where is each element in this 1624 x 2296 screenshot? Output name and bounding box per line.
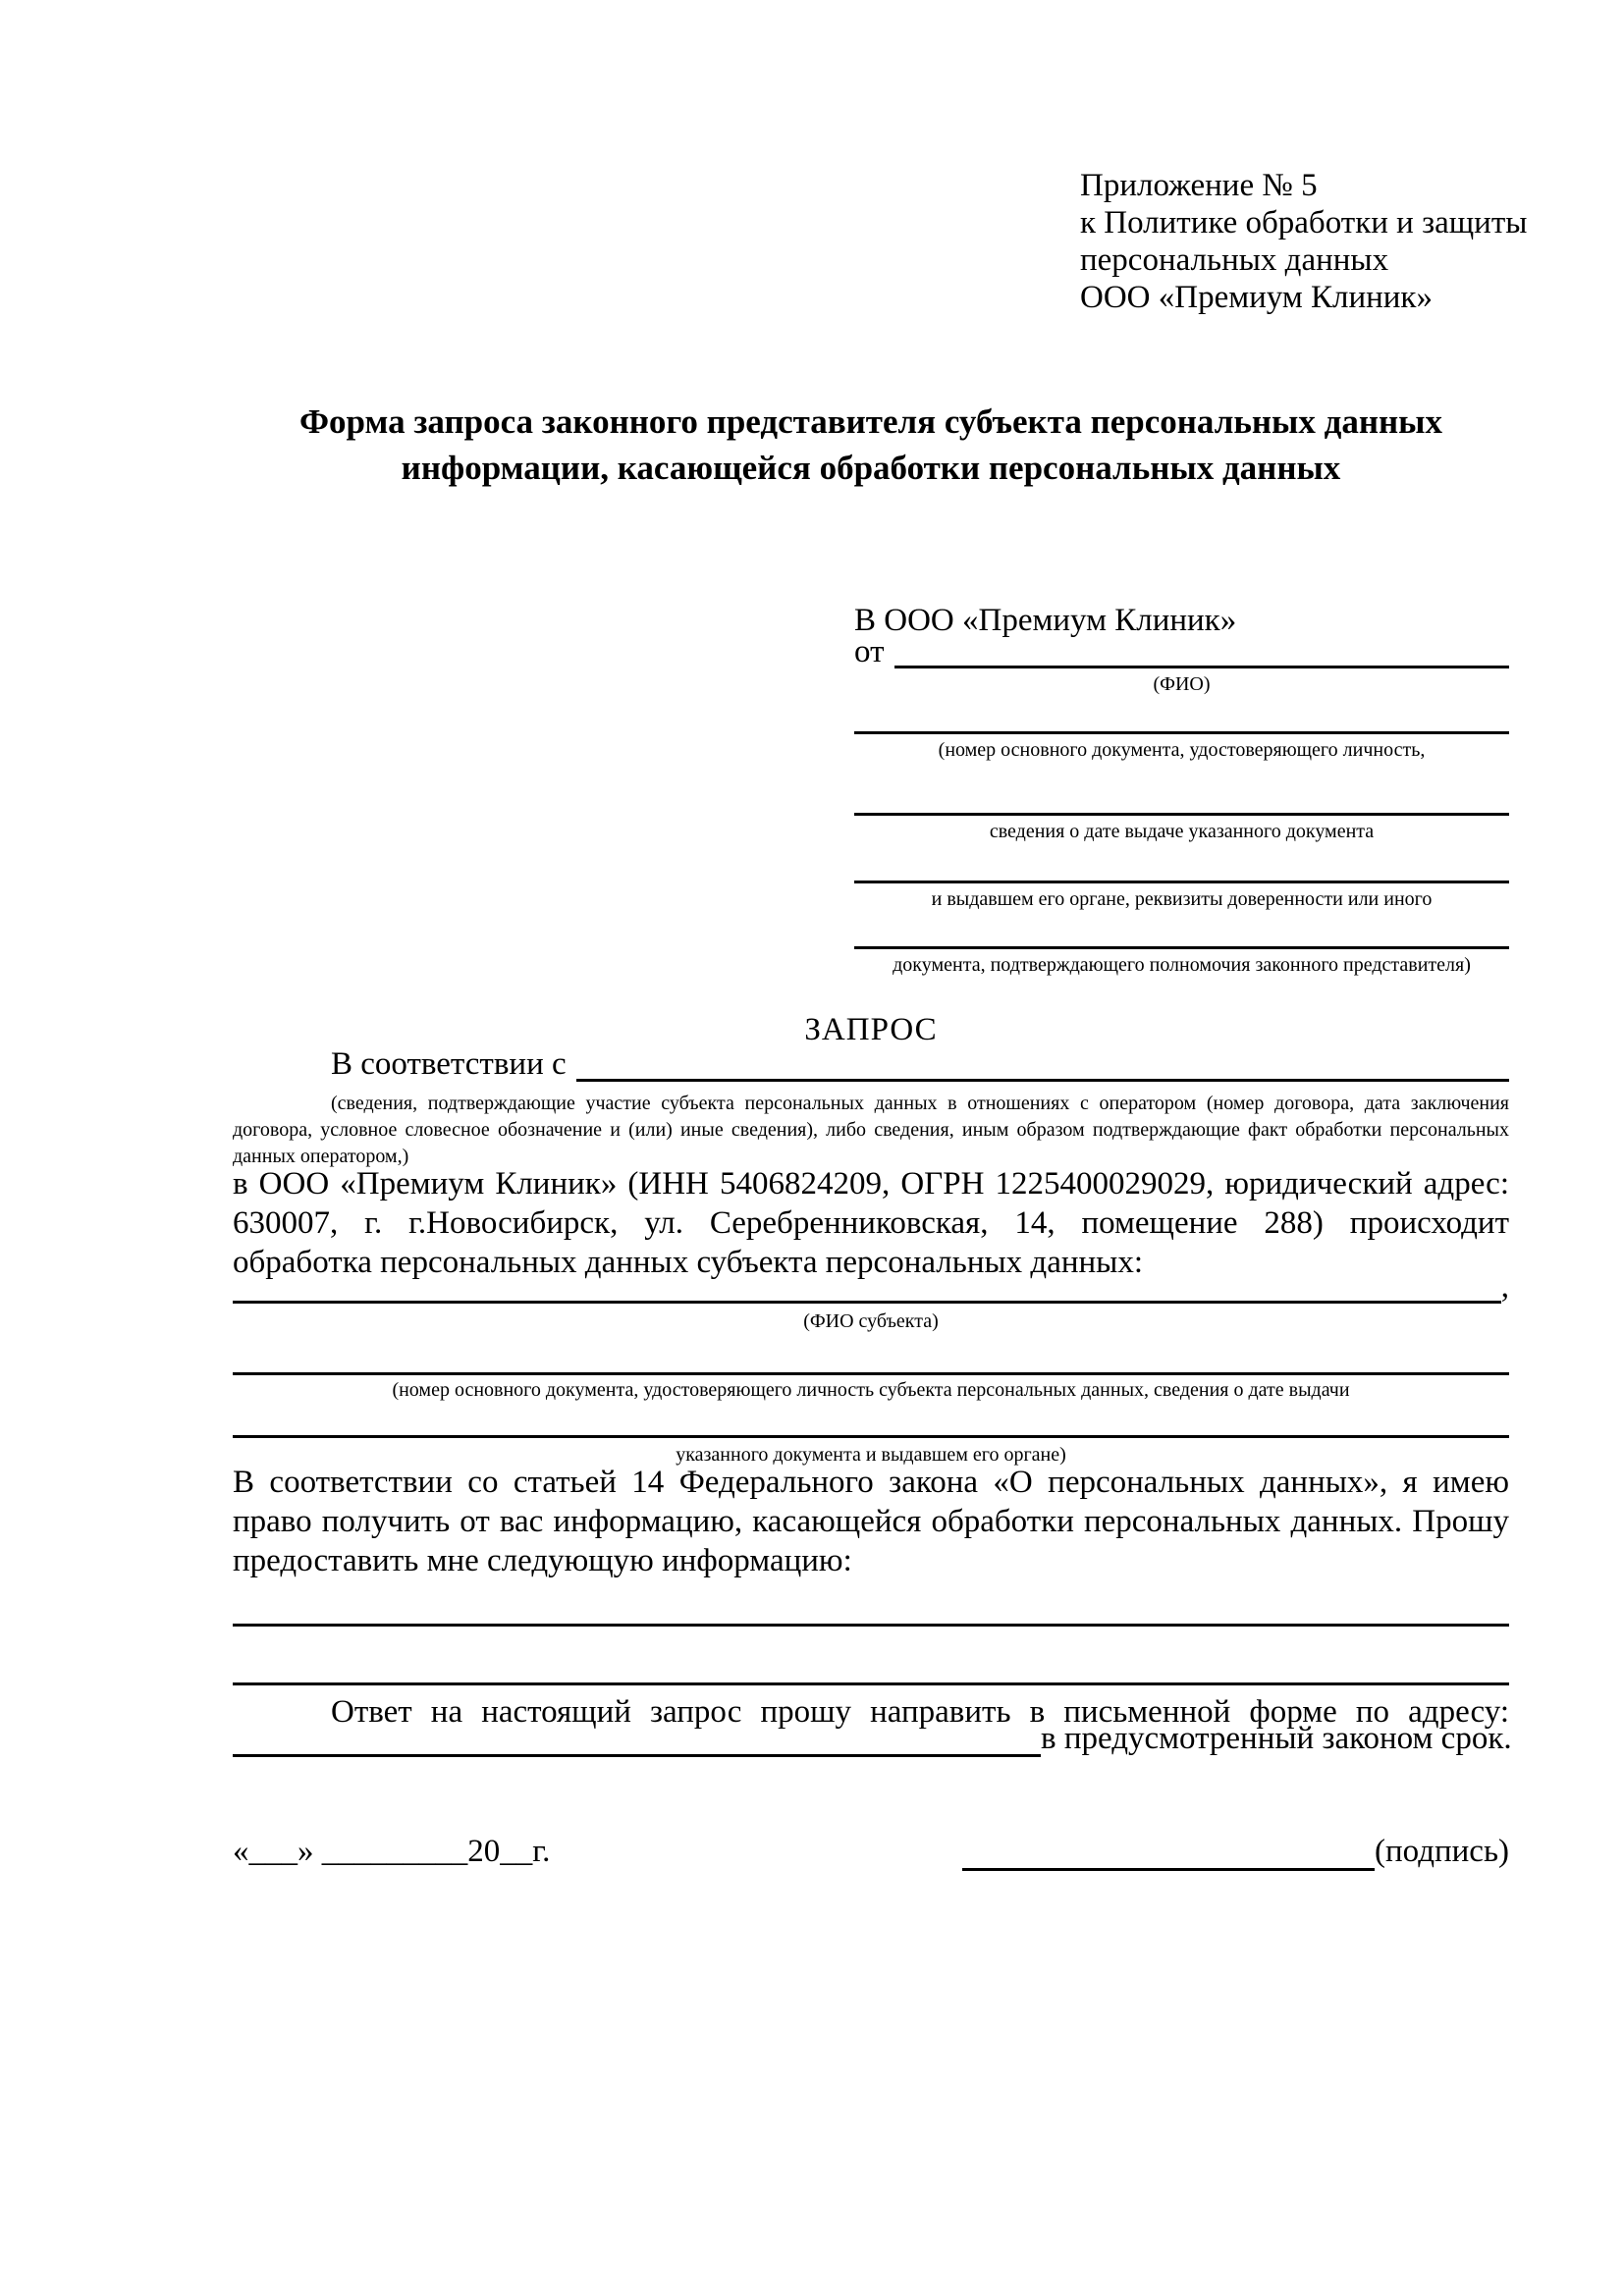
fill-line-subject-fio: [233, 1301, 1501, 1304]
caption-subject-fio: (ФИО субъекта): [803, 1310, 939, 1332]
caption-representative-doc-1: (номер основного документа, удостоверяющего личность,: [938, 739, 1426, 761]
signature-line: [962, 1833, 1375, 1871]
fill-line-subject-organ: [233, 1402, 1509, 1438]
document-title: Форма запроса законного представителя субъекта персональных данных информации, касающейся обработки персональных данных: [299, 402, 1442, 487]
fill-line-representative-doc-4: [854, 911, 1509, 949]
fill-line-basis: [576, 1079, 1509, 1082]
reply-paragraph: Ответ на настоящий запрос прошу направить в письменной форме по адресу:: [331, 1694, 1509, 1730]
addressee-to: В ООО «Премиум Клиник»: [854, 603, 1237, 638]
fill-line-address: [233, 1754, 1041, 1757]
caption-fio: (ФИО): [1153, 673, 1211, 695]
footer-row: [233, 1832, 1509, 1871]
trailing-comma: ,: [1500, 1269, 1509, 1305]
fill-line-info-2: [233, 1649, 1509, 1685]
caption-representative-doc-2: сведения о дате выдаче указанного документа: [989, 821, 1375, 842]
appendix-line: персональных данных: [1080, 242, 1389, 278]
date-line: «___» _________20__г.: [233, 1834, 551, 1869]
fill-line-representative-doc-3: [854, 843, 1509, 883]
fill-line-representative-doc-2: [854, 762, 1509, 816]
reply-tail: в предусмотренный законом срок.: [1041, 1721, 1512, 1756]
operator-paragraph: в ООО «Премиум Клиник» (ИНН 5406824209, ОГРН 1225400029029, юридический адрес: 630007, г. г.Новосибирск, ул. Серебренниковская, 14, помещение 288) происходит обработка персональных данных субъекта персональных данных:: [233, 1166, 1509, 1280]
appendix-line: Приложение № 5: [1080, 168, 1318, 203]
appendix-line: ООО «Премиум Клиник»: [1080, 280, 1433, 315]
signature-caption: (подпись): [1375, 1834, 1509, 1869]
appendix-note: [1080, 167, 1551, 316]
caption-representative-doc-3: и выдавшем его органе, реквизиты доверенности или иного: [931, 888, 1433, 910]
from-row: [854, 634, 1509, 669]
appendix-line: к Политике обработки и защиты: [1080, 205, 1528, 240]
fill-line-representative-fio: [894, 666, 1510, 668]
law-paragraph: В соответствии со статьей 14 Федерального закона «О персональных данных», я имею право получить от вас информацию, касающейся обработки персональных данных. Прошу предоставить мне следующую информацию:: [233, 1465, 1509, 1578]
signature-group: [962, 1832, 1509, 1871]
caption-subject-doc-1: (номер основного документа, удостоверяющего личность субъекта персональных данных, сведения о дате выдачи: [392, 1379, 1350, 1401]
according-label: В соответствии с: [331, 1046, 567, 1082]
from-label: от: [854, 634, 885, 669]
request-heading: ЗАПРОС: [804, 1012, 938, 1047]
addressee-block: [854, 602, 1509, 977]
caption-subject-doc-2: указанного документа и выдавшем его органе): [676, 1444, 1066, 1466]
fill-line-subject-doc: [233, 1335, 1509, 1375]
according-row: [233, 1046, 1509, 1082]
according-caption: (сведения, подтверждающие участие субъекта персональных данных в отношениях с оператором (номер договора, дата заключения договора, условное словесное обозначение и (или) иные сведения), либо сведения, иным образом подтверждающие факт обработки персональных данных оператором,): [233, 1093, 1509, 1167]
caption-representative-doc-4: документа, подтверждающего полномочия законного представителя): [893, 954, 1471, 976]
subject-fio-row: [233, 1269, 1509, 1305]
fill-line-info-1: [233, 1590, 1509, 1627]
reply-address-row: [233, 1720, 1512, 1757]
fill-line-representative-doc-1: [854, 696, 1509, 734]
